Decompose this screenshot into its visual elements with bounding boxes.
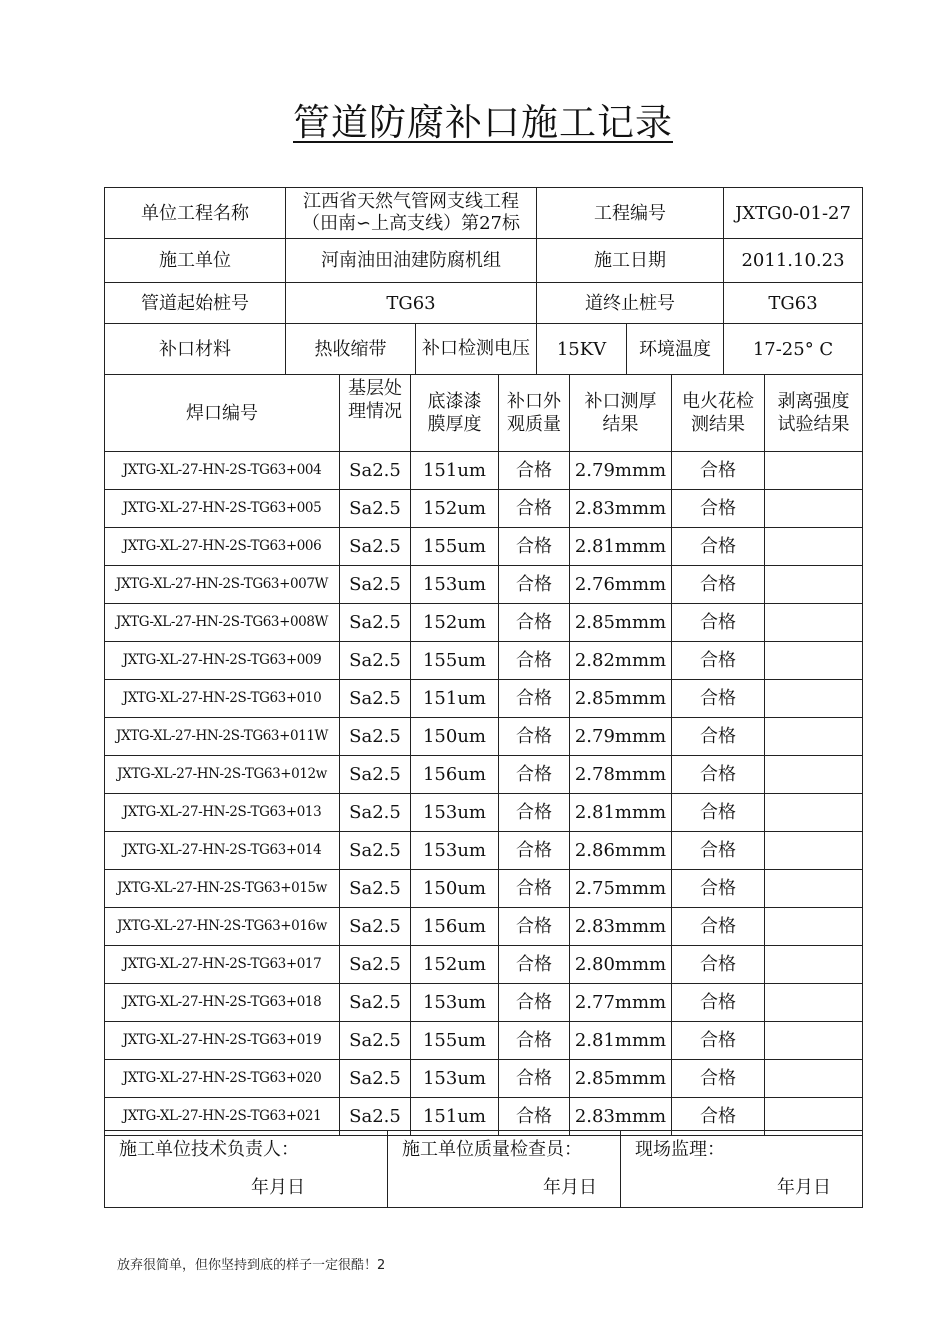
- appearance-cell: 合格: [499, 1060, 570, 1098]
- col-spark-test: [672, 375, 765, 452]
- surface-prep-cell: Sa2.5: [340, 718, 411, 756]
- col-primer-line1: 底漆漆: [427, 391, 482, 412]
- table-row: [105, 756, 863, 794]
- col-surface-prep-line2: 理情况: [348, 401, 402, 422]
- weld-no-cell: JXTG-XL-27-HN-2S-TG63+011W: [105, 718, 340, 756]
- spark-test-cell: 合格: [672, 1060, 765, 1098]
- weld-no-cell: JXTG-XL-27-HN-2S-TG63+016w: [105, 908, 340, 946]
- table-row: [105, 604, 863, 642]
- start-pile-label: 管道起始桩号: [105, 283, 286, 324]
- peel-strength-cell: [765, 756, 863, 794]
- col-appearance-line2: 观质量: [507, 414, 561, 435]
- col-thickness-line1: 补口测厚: [584, 391, 657, 412]
- peel-strength-cell: [765, 566, 863, 604]
- spark-test-cell: 合格: [672, 832, 765, 870]
- primer-thickness-cell: 150um: [411, 718, 499, 756]
- peel-strength-cell: [765, 718, 863, 756]
- thickness-result-cell: 2.77mmm: [570, 984, 672, 1022]
- surface-prep-cell: Sa2.5: [340, 680, 411, 718]
- qc-inspector-label: 施工单位质量检查员：: [402, 1139, 582, 1160]
- material-label: 补口材料: [105, 324, 286, 375]
- weld-no-cell: JXTG-XL-27-HN-2S-TG63+012w: [105, 756, 340, 794]
- appearance-cell: 合格: [499, 680, 570, 718]
- weld-no-cell: JXTG-XL-27-HN-2S-TG63+019: [105, 1022, 340, 1060]
- surface-prep-cell: Sa2.5: [340, 946, 411, 984]
- surface-prep-cell: Sa2.5: [340, 1022, 411, 1060]
- surface-prep-cell: Sa2.5: [340, 452, 411, 490]
- table-row: [105, 642, 863, 680]
- table-row: [105, 1022, 863, 1060]
- weld-no-cell: JXTG-XL-27-HN-2S-TG63+013: [105, 794, 340, 832]
- thickness-result-cell: 2.81mmm: [570, 528, 672, 566]
- col-surface-prep-line1: 基层处: [348, 378, 402, 399]
- weld-no-cell: JXTG-XL-27-HN-2S-TG63+006: [105, 528, 340, 566]
- table-row: [105, 452, 863, 490]
- appearance-cell: 合格: [499, 794, 570, 832]
- col-thickness-line2: 结果: [602, 414, 639, 435]
- weld-no-cell: JXTG-XL-27-HN-2S-TG63+004: [105, 452, 340, 490]
- peel-strength-cell: [765, 946, 863, 984]
- weld-no-cell: JXTG-XL-27-HN-2S-TG63+021: [105, 1098, 340, 1136]
- surface-prep-cell: Sa2.5: [340, 528, 411, 566]
- appearance-cell: 合格: [499, 908, 570, 946]
- tech-lead-label: 施工单位技术负责人：: [119, 1139, 299, 1160]
- tech-lead-date: 年月日: [251, 1177, 305, 1198]
- spark-test-cell: 合格: [672, 680, 765, 718]
- primer-thickness-cell: 156um: [411, 908, 499, 946]
- primer-thickness-cell: 153um: [411, 794, 499, 832]
- surface-prep-cell: Sa2.5: [340, 1098, 411, 1136]
- col-primer-line2: 膜厚度: [427, 414, 482, 435]
- table-row: [105, 490, 863, 528]
- construction-unit-label: 施工单位: [105, 239, 286, 283]
- primer-thickness-cell: 151um: [411, 680, 499, 718]
- test-voltage-label: 补口检测电压: [416, 324, 537, 375]
- appearance-cell: 合格: [499, 1098, 570, 1136]
- construction-date-label: 施工日期: [537, 239, 724, 283]
- spark-test-cell: 合格: [672, 756, 765, 794]
- thickness-result-cell: 2.79mmm: [570, 452, 672, 490]
- thickness-result-cell: 2.80mmm: [570, 946, 672, 984]
- spark-test-cell: 合格: [672, 1022, 765, 1060]
- col-spark-line2: 测结果: [691, 414, 745, 435]
- signature-table: [104, 1130, 863, 1208]
- surface-prep-cell: Sa2.5: [340, 794, 411, 832]
- primer-thickness-cell: 150um: [411, 870, 499, 908]
- weld-no-cell: JXTG-XL-27-HN-2S-TG63+007W: [105, 566, 340, 604]
- row-unit-project: [105, 188, 863, 239]
- peel-strength-cell: [765, 680, 863, 718]
- table-row: [105, 908, 863, 946]
- primer-thickness-cell: 151um: [411, 1098, 499, 1136]
- surface-prep-cell: Sa2.5: [340, 908, 411, 946]
- peel-strength-cell: [765, 794, 863, 832]
- appearance-cell: 合格: [499, 756, 570, 794]
- thickness-result-cell: 2.85mmm: [570, 604, 672, 642]
- thickness-result-cell: 2.83mmm: [570, 490, 672, 528]
- peel-strength-cell: [765, 870, 863, 908]
- primer-thickness-cell: 155um: [411, 642, 499, 680]
- appearance-cell: 合格: [499, 946, 570, 984]
- supervisor-date: 年月日: [777, 1177, 831, 1198]
- weld-no-cell: JXTG-XL-27-HN-2S-TG63+020: [105, 1060, 340, 1098]
- peel-strength-cell: [765, 490, 863, 528]
- appearance-cell: 合格: [499, 718, 570, 756]
- appearance-cell: 合格: [499, 642, 570, 680]
- end-pile-label: 道终止桩号: [537, 283, 724, 324]
- col-weld-no: 焊口编号: [105, 375, 340, 452]
- thickness-result-cell: 2.82mmm: [570, 642, 672, 680]
- end-pile-value: TG63: [724, 283, 863, 324]
- primer-thickness-cell: 153um: [411, 832, 499, 870]
- weld-no-cell: JXTG-XL-27-HN-2S-TG63+005: [105, 490, 340, 528]
- appearance-cell: 合格: [499, 1022, 570, 1060]
- appearance-cell: 合格: [499, 490, 570, 528]
- peel-strength-cell: [765, 1060, 863, 1098]
- weld-no-cell: JXTG-XL-27-HN-2S-TG63+018: [105, 984, 340, 1022]
- project-info-table: [104, 187, 863, 375]
- peel-strength-cell: [765, 832, 863, 870]
- qc-inspector-date: 年月日: [543, 1177, 597, 1198]
- weld-no-cell: JXTG-XL-27-HN-2S-TG63+015w: [105, 870, 340, 908]
- weld-no-cell: JXTG-XL-27-HN-2S-TG63+009: [105, 642, 340, 680]
- peel-strength-cell: [765, 604, 863, 642]
- row-material: [105, 324, 863, 375]
- column-header-row: [105, 375, 863, 452]
- col-surface-prep: [340, 375, 411, 452]
- signature-row: [105, 1131, 863, 1208]
- surface-prep-cell: Sa2.5: [340, 566, 411, 604]
- col-appearance: [499, 375, 570, 452]
- spark-test-cell: 合格: [672, 870, 765, 908]
- table-row: [105, 718, 863, 756]
- table-row: [105, 946, 863, 984]
- document-title: 管道防腐补口施工记录: [293, 101, 673, 144]
- thickness-result-cell: 2.83mmm: [570, 1098, 672, 1136]
- col-spark-line1: 电火花检: [682, 391, 754, 412]
- spark-test-cell: 合格: [672, 984, 765, 1022]
- thickness-result-cell: 2.85mmm: [570, 1060, 672, 1098]
- tech-lead-cell[interactable]: [105, 1131, 388, 1208]
- col-appearance-line1: 补口外: [507, 391, 561, 412]
- table-row: [105, 794, 863, 832]
- ambient-temp-value: 17-25° C: [724, 324, 863, 375]
- primer-thickness-cell: 153um: [411, 1060, 499, 1098]
- surface-prep-cell: Sa2.5: [340, 604, 411, 642]
- weld-no-cell: JXTG-XL-27-HN-2S-TG63+008W: [105, 604, 340, 642]
- table-row: [105, 1060, 863, 1098]
- thickness-result-cell: 2.83mmm: [570, 908, 672, 946]
- primer-thickness-cell: 155um: [411, 1022, 499, 1060]
- joint-coating-records-table: [104, 374, 863, 1136]
- construction-unit-value: 河南油田油建防腐机组: [286, 239, 537, 283]
- peel-strength-cell: [765, 452, 863, 490]
- thickness-result-cell: 2.75mmm: [570, 870, 672, 908]
- appearance-cell: 合格: [499, 604, 570, 642]
- thickness-result-cell: 2.86mmm: [570, 832, 672, 870]
- surface-prep-cell: Sa2.5: [340, 1060, 411, 1098]
- project-no-label: 工程编号: [537, 188, 724, 239]
- footer-note: 放弃很简单，但你坚持到底的样子一定很酷！2: [117, 1258, 386, 1273]
- material-value: 热收缩带: [286, 324, 416, 375]
- primer-thickness-cell: 152um: [411, 946, 499, 984]
- appearance-cell: 合格: [499, 566, 570, 604]
- surface-prep-cell: Sa2.5: [340, 984, 411, 1022]
- thickness-result-cell: 2.81mmm: [570, 1022, 672, 1060]
- table-row: [105, 984, 863, 1022]
- thickness-result-cell: 2.76mmm: [570, 566, 672, 604]
- col-peel-line1: 剥离强度: [777, 391, 850, 412]
- supervisor-cell[interactable]: [621, 1131, 863, 1208]
- supervisor-label: 现场监理：: [635, 1139, 725, 1160]
- col-peel-line2: 试验结果: [777, 414, 850, 435]
- table-row: [105, 528, 863, 566]
- unit-project-value: [286, 188, 537, 239]
- surface-prep-cell: Sa2.5: [340, 832, 411, 870]
- spark-test-cell: 合格: [672, 718, 765, 756]
- thickness-result-cell: 2.85mmm: [570, 680, 672, 718]
- weld-no-cell: JXTG-XL-27-HN-2S-TG63+017: [105, 946, 340, 984]
- test-voltage-value: 15KV: [537, 324, 627, 375]
- primer-thickness-cell: 155um: [411, 528, 499, 566]
- appearance-cell: 合格: [499, 984, 570, 1022]
- peel-strength-cell: [765, 984, 863, 1022]
- appearance-cell: 合格: [499, 870, 570, 908]
- spark-test-cell: 合格: [672, 528, 765, 566]
- primer-thickness-cell: 151um: [411, 452, 499, 490]
- table-row: [105, 680, 863, 718]
- surface-prep-cell: Sa2.5: [340, 870, 411, 908]
- primer-thickness-cell: 152um: [411, 490, 499, 528]
- spark-test-cell: 合格: [672, 604, 765, 642]
- primer-thickness-cell: 152um: [411, 604, 499, 642]
- peel-strength-cell: [765, 1022, 863, 1060]
- table-row: [105, 870, 863, 908]
- col-peel-strength: [765, 375, 863, 452]
- thickness-result-cell: 2.81mmm: [570, 794, 672, 832]
- col-primer-thickness: [411, 375, 499, 452]
- row-construction-unit: [105, 239, 863, 283]
- project-no-value: JXTG0-01-27: [724, 188, 863, 239]
- weld-no-cell: JXTG-XL-27-HN-2S-TG63+014: [105, 832, 340, 870]
- spark-test-cell: 合格: [672, 1098, 765, 1136]
- appearance-cell: 合格: [499, 528, 570, 566]
- unit-project-value-line1: 江西省天然气管网支线工程: [303, 191, 519, 212]
- weld-no-cell: JXTG-XL-27-HN-2S-TG63+010: [105, 680, 340, 718]
- unit-project-label: 单位工程名称: [105, 188, 286, 239]
- primer-thickness-cell: 153um: [411, 984, 499, 1022]
- surface-prep-cell: Sa2.5: [340, 642, 411, 680]
- spark-test-cell: 合格: [672, 452, 765, 490]
- spark-test-cell: 合格: [672, 946, 765, 984]
- peel-strength-cell: [765, 528, 863, 566]
- col-thickness-result: [570, 375, 672, 452]
- row-pile-numbers: [105, 283, 863, 324]
- peel-strength-cell: [765, 908, 863, 946]
- table-row: [105, 566, 863, 604]
- appearance-cell: 合格: [499, 832, 570, 870]
- start-pile-value: TG63: [286, 283, 537, 324]
- table-row: [105, 832, 863, 870]
- appearance-cell: 合格: [499, 452, 570, 490]
- spark-test-cell: 合格: [672, 794, 765, 832]
- thickness-result-cell: 2.78mmm: [570, 756, 672, 794]
- unit-project-value-line2: （田南∽上高支线）第27标: [302, 213, 520, 234]
- construction-date-value: 2011.10.23: [724, 239, 863, 283]
- primer-thickness-cell: 156um: [411, 756, 499, 794]
- surface-prep-cell: Sa2.5: [340, 490, 411, 528]
- thickness-result-cell: 2.79mmm: [570, 718, 672, 756]
- peel-strength-cell: [765, 642, 863, 680]
- spark-test-cell: 合格: [672, 490, 765, 528]
- spark-test-cell: 合格: [672, 566, 765, 604]
- primer-thickness-cell: 153um: [411, 566, 499, 604]
- qc-inspector-cell[interactable]: [388, 1131, 621, 1208]
- ambient-temp-label: 环境温度: [627, 324, 724, 375]
- spark-test-cell: 合格: [672, 642, 765, 680]
- spark-test-cell: 合格: [672, 908, 765, 946]
- surface-prep-cell: Sa2.5: [340, 756, 411, 794]
